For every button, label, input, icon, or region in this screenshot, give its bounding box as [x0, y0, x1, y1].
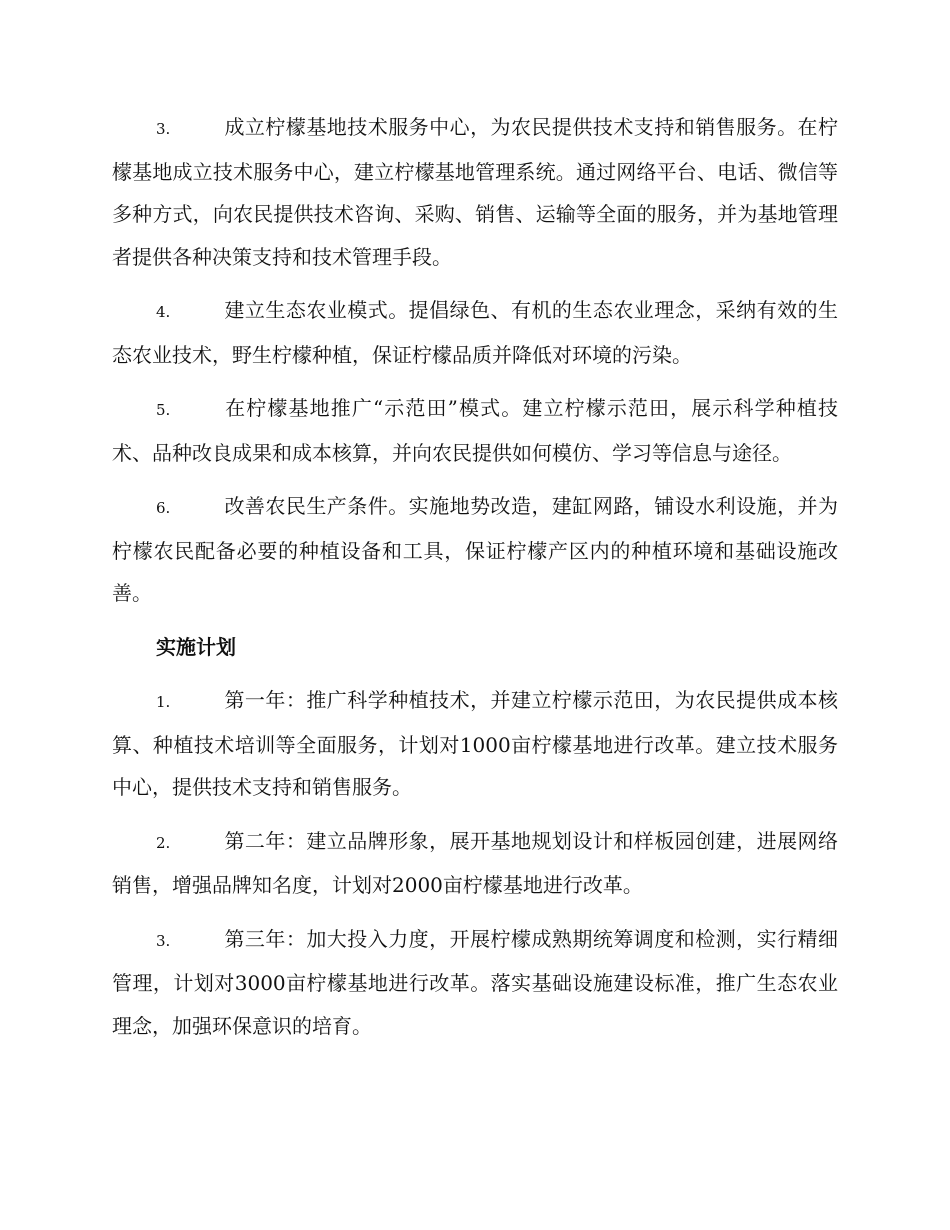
- list-text: 第二年：建立品牌形象，展开基地规划设计和样板园创建，进展网络销售，增强品牌知名度，计划对2000亩柠檬基地进行改革。: [112, 828, 838, 897]
- document-page: [112, 106, 838, 1058]
- list-number: 3.: [156, 120, 171, 138]
- list-text: 成立柠檬基地技术服务中心，为农民提供技术支持和销售服务。在柠檬基地成立技术服务中心，建立柠檬基地管理系统。通过网络平台、电话、微信等多种方式，向农民提供技术咨询、采购、销售、运输等全面的服务，并为基地管理者提供各种决策支持和技术管理手段。: [112, 115, 838, 269]
- list-item: [112, 289, 838, 376]
- list-item: [112, 485, 838, 615]
- list-number: 3.: [156, 931, 171, 950]
- list-item: [112, 387, 838, 474]
- list-number: 5.: [156, 401, 171, 419]
- section-heading: 实施计划: [156, 634, 236, 659]
- list-item: [112, 679, 838, 809]
- list-text: 第一年：推广科学种植技术，并建立柠檬示范田，为农民提供成本核算、种植技术培训等全面服务，计划对1000亩柠檬基地进行改革。建立技术服务中心，提供技术支持和销售服务。: [112, 688, 838, 799]
- list-number: 6.: [156, 499, 171, 517]
- list-number: 4.: [156, 303, 171, 321]
- list-text: 改善农民生产条件。实施地势改造，建缸网路，铺设水利设施，并为柠檬农民配备必要的种植设备和工具，保证柠檬产区内的种植环境和基础设施改善。: [112, 494, 838, 605]
- list-item: [112, 918, 838, 1048]
- list-text: 在柠檬基地推广“示范田”模式。建立柠檬示范田，展示科学种植技术、品种改良成果和成本核算，并向农民提供如何模仿、学习等信息与途径。: [112, 396, 838, 465]
- list-number: 1.: [156, 693, 171, 711]
- list-text: 建立生态农业模式。提倡绿色、有机的生态农业理念，采纳有效的生态农业技术，野生柠檬种植，保证柠檬品质并降低对环境的污染。: [112, 298, 838, 367]
- list-item: [112, 106, 838, 278]
- list-number: 2.: [156, 833, 171, 852]
- list-text: 第三年：加大投入力度，开展柠檬成熟期统筹调度和检测，实行精细管理，计划对3000亩柠檬基地进行改革。落实基础设施建设标准，推广生态农业理念，加强环保意识的培育。: [112, 926, 838, 1038]
- list-item: [112, 820, 838, 907]
